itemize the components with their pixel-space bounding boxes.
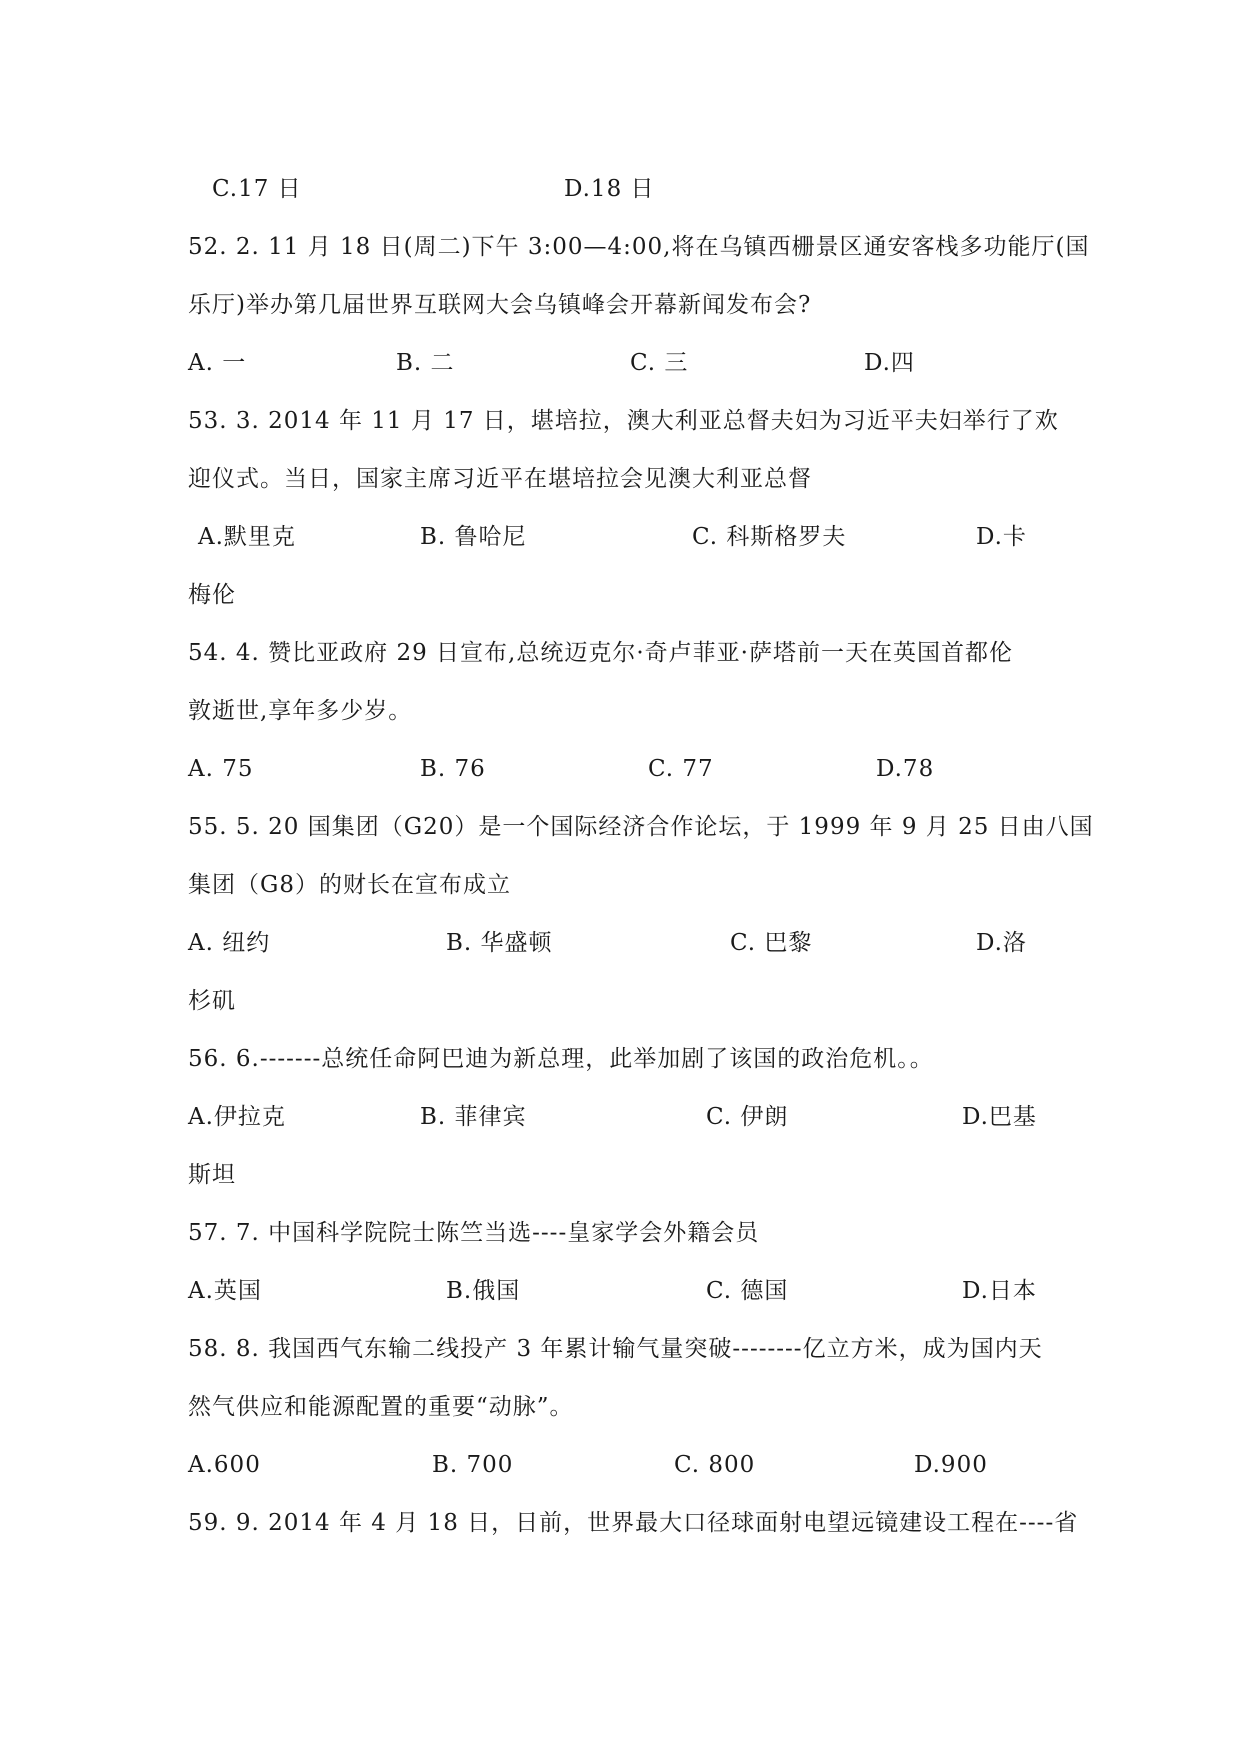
q58-text-line-1: 58. 8. 我国西气东输二线投产 3 年累计输气量突破--------亿立方米，成为国内天 <box>188 1336 1043 1362</box>
q57-text-line-1: 57. 7. 中国科学院院士陈竺当选----皇家学会外籍会员 <box>188 1220 760 1246</box>
q55-text-line-1: 55. 5. 20 国集团（G20）是一个国际经济合作论坛，于 1999 年 9 月 25 日由八国 <box>188 814 1094 840</box>
q58-option-d: D.900 <box>914 1452 988 1478</box>
q56-text-line-1: 56. 6.-------总统任命阿巴迪为新总理，此举加剧了该国的政治危机。。 <box>188 1046 934 1072</box>
q53-option-d: D.卡 <box>976 524 1027 550</box>
q53-option-a: A.默里克 <box>198 524 296 550</box>
q58-option-c: C. 800 <box>674 1452 756 1478</box>
q52-text-line-1: 52. 2. 11 月 18 日(周二)下午 3:00—4:00,将在乌镇西栅景区通安客栈多功能厅(国 <box>188 234 1090 260</box>
q55-option-d: D.洛 <box>976 930 1027 956</box>
q55-text-line-2: 集团（G8）的财长在宣布成立 <box>188 872 512 898</box>
q54-text-line-1: 54. 4. 赞比亚政府 29 日宣布,总统迈克尔·奇卢菲亚·萨塔前一天在英国首都伦 <box>188 640 1013 666</box>
q52-option-c: C. 三 <box>630 350 689 376</box>
q55-option-a: A. 纽约 <box>188 930 271 956</box>
q56-option-wrap: 斯坦 <box>188 1162 236 1188</box>
q57-option-a: A.英国 <box>188 1278 262 1304</box>
q59-text-line-1: 59. 9. 2014 年 4 月 18 日，日前，世界最大口径球面射电望远镜建设工程在----省 <box>188 1510 1079 1536</box>
q56-option-c: C. 伊朗 <box>706 1104 789 1130</box>
q58-option-a: A.600 <box>188 1452 261 1478</box>
q57-option-b: B.俄国 <box>446 1278 521 1304</box>
q52-text-line-2: 乐厅)举办第几届世界互联网大会乌镇峰会开幕新闻发布会? <box>188 292 812 318</box>
q53-option-wrap: 梅伦 <box>188 582 236 608</box>
q52-option-b: B. 二 <box>396 350 455 376</box>
q55-option-b: B. 华盛顿 <box>446 930 553 956</box>
q56-option-d: D.巴基 <box>962 1104 1037 1130</box>
q58-text-line-2: 然气供应和能源配置的重要“动脉”。 <box>188 1394 574 1420</box>
q54-text-line-2: 敦逝世,享年多少岁。 <box>188 698 413 724</box>
q53-text-line-2: 迎仪式。当日，国家主席习近平在堪培拉会见澳大利亚总督 <box>188 466 812 492</box>
q54-option-d: D.78 <box>876 756 935 782</box>
q53-text-line-1: 53. 3. 2014 年 11 月 17 日，堪培拉，澳大利亚总督夫妇为习近平夫妇举行了欢 <box>188 408 1059 434</box>
q55-option-c: C. 巴黎 <box>730 930 813 956</box>
q51-option-d: D.18 日 <box>564 176 655 202</box>
q54-option-b: B. 76 <box>420 756 486 782</box>
q56-option-a: A.伊拉克 <box>188 1104 286 1130</box>
q52-option-a: A. 一 <box>188 350 247 376</box>
q56-option-b: B. 菲律宾 <box>420 1104 527 1130</box>
q58-option-b: B. 700 <box>432 1452 514 1478</box>
q53-option-c: C. 科斯格罗夫 <box>692 524 847 550</box>
q55-option-wrap: 杉矶 <box>188 988 236 1014</box>
q57-option-d: D.日本 <box>962 1278 1037 1304</box>
q54-option-a: A. 75 <box>188 756 254 782</box>
q53-option-b: B. 鲁哈尼 <box>420 524 527 550</box>
q52-option-d: D.四 <box>864 350 915 376</box>
q54-option-c: C. 77 <box>648 756 714 782</box>
q57-option-c: C. 德国 <box>706 1278 789 1304</box>
q51-option-c: C.17 日 <box>212 176 302 202</box>
